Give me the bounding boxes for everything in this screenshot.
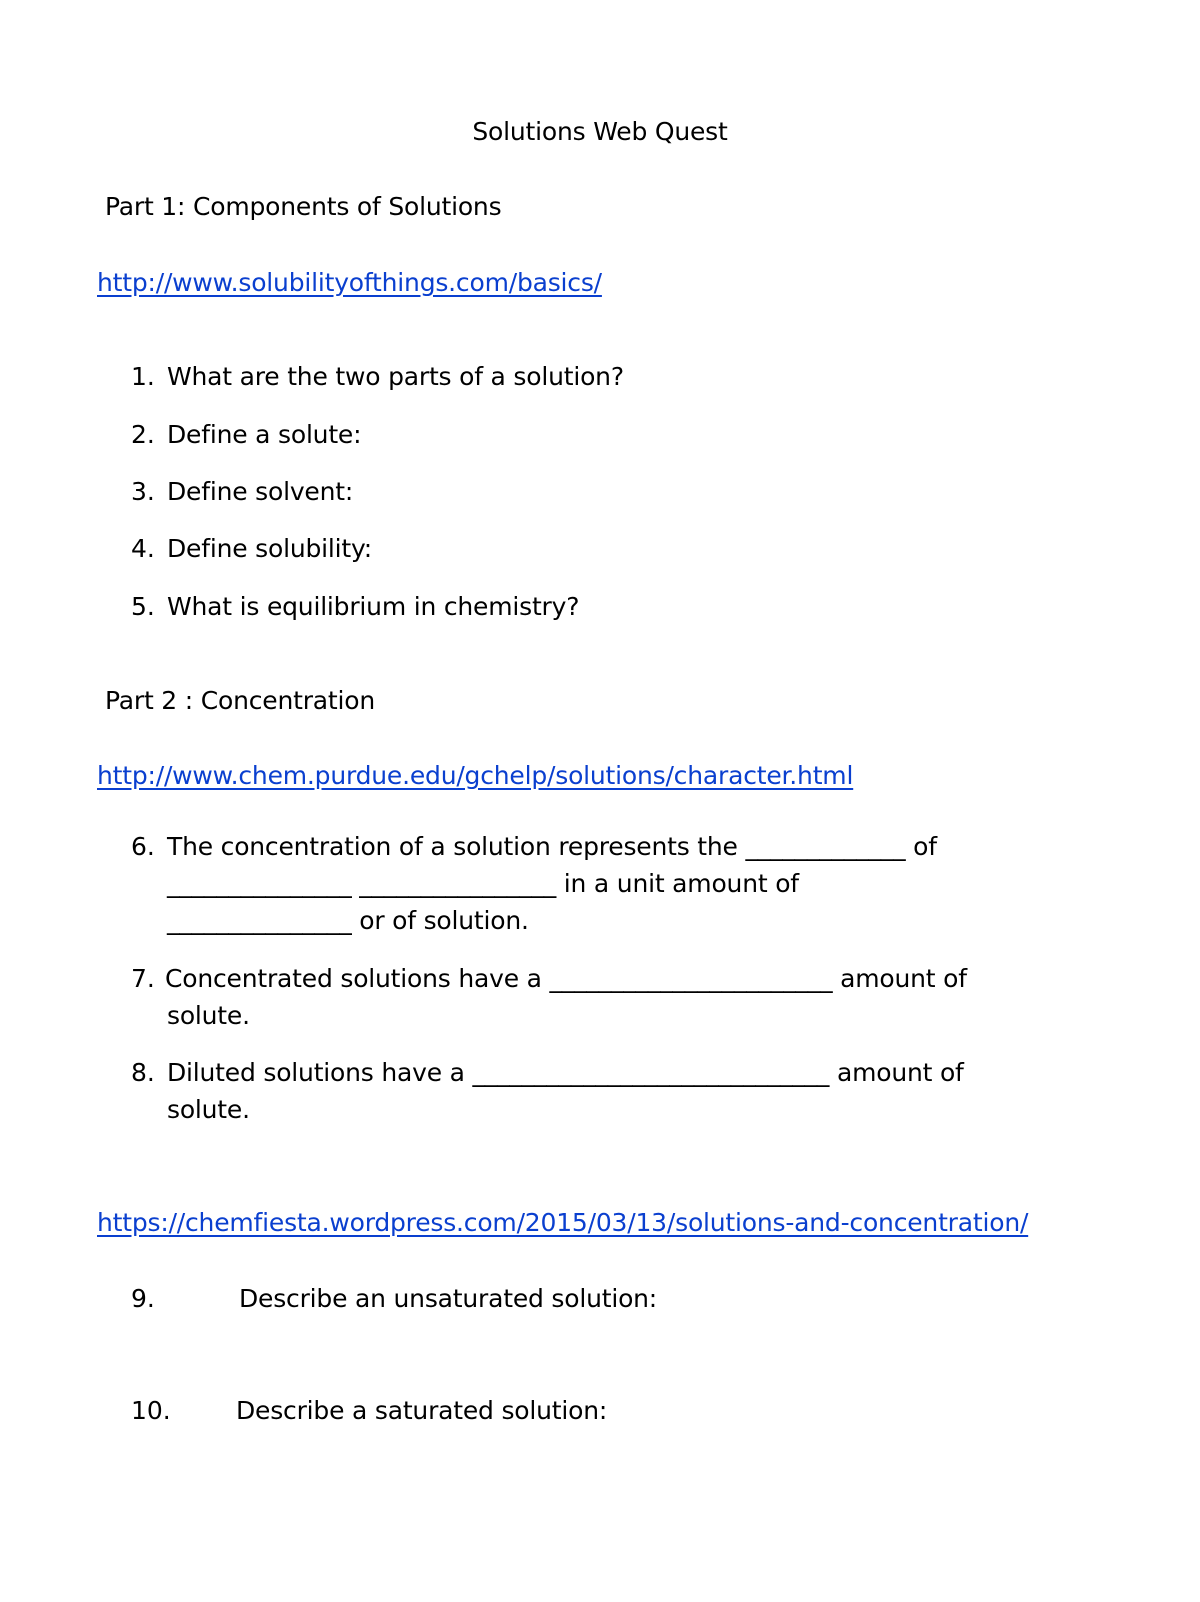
page-title: Solutions Web Quest <box>472 117 728 146</box>
question-10-text: Describe a saturated solution: <box>236 1396 608 1425</box>
question-6-line-3: _______________ or of solution. <box>167 906 529 935</box>
question-3-text: Define solvent: <box>167 477 354 506</box>
question-number: 2. <box>131 420 155 449</box>
question-7-line-2: solute. <box>167 1001 250 1030</box>
question-number: 6. <box>131 832 155 861</box>
question-2-text: Define a solute: <box>167 420 362 449</box>
question-7-line-1: Concentrated solutions have a _______________________ amount of <box>165 964 967 993</box>
question-number: 7. <box>131 964 155 993</box>
part1-heading: Part 1: Components of Solutions <box>105 192 502 221</box>
question-number: 3. <box>131 477 155 506</box>
question-number: 5. <box>131 592 155 621</box>
question-6-line-1: The concentration of a solution represents the _____________ of <box>167 832 937 861</box>
question-number: 1. <box>131 362 155 391</box>
question-5-text: What is equilibrium in chemistry? <box>167 592 580 621</box>
question-number: 9. <box>131 1284 155 1313</box>
question-4-text: Define solubility: <box>167 534 372 563</box>
question-9-text: Describe an unsaturated solution: <box>239 1284 658 1313</box>
question-number: 8. <box>131 1058 155 1087</box>
question-8-line-1: Diluted solutions have a _____________________________ amount of <box>167 1058 964 1087</box>
chemfiesta-link[interactable]: https://chemfiesta.wordpress.com/2015/03/13/solutions-and-concentration/ <box>97 1208 1029 1237</box>
part2-heading: Part 2 : Concentration <box>105 686 375 715</box>
purdue-solutions-link[interactable]: http://www.chem.purdue.edu/gchelp/solutions/character.html <box>97 761 854 790</box>
question-number: 4. <box>131 534 155 563</box>
question-number: 10. <box>131 1396 171 1425</box>
solubility-basics-link[interactable]: http://www.solubilityofthings.com/basics/ <box>97 268 602 297</box>
question-1-text: What are the two parts of a solution? <box>167 362 624 391</box>
question-6-line-2: _______________ ________________ in a unit amount of <box>167 869 799 898</box>
question-8-line-2: solute. <box>167 1095 250 1124</box>
